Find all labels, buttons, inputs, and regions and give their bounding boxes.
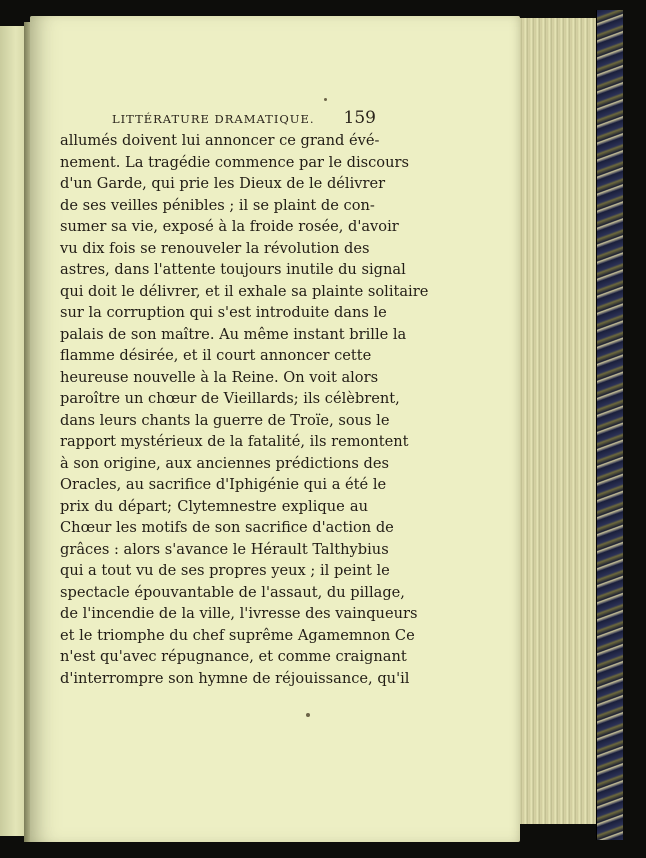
left-page-edge bbox=[0, 26, 27, 836]
text-line: spectacle épouvantable de l'assaut, du pillage, bbox=[60, 583, 405, 601]
text-line: et le triomphe du chef suprême Agamemnon Ce bbox=[60, 626, 415, 644]
text-line: paroître un chœur de Vieillards; ils célèbrent, bbox=[60, 390, 400, 407]
paper-speck bbox=[324, 98, 327, 101]
running-head bbox=[112, 108, 376, 132]
text-line: heureuse nouvelle à la Reine. On voit alors bbox=[60, 368, 379, 386]
text-line: vu dix fois se renouveler la révolution des bbox=[60, 239, 370, 257]
text-line: de l'incendie de la ville, l'ivresse des vainqueurs bbox=[60, 605, 418, 622]
text-line: qui doit le délivrer, et il exhale sa plainte solitaire bbox=[60, 282, 429, 300]
text-line: de ses veilles pénibles ; il se plaint de con- bbox=[60, 196, 375, 214]
text-line: Chœur les motifs de son sacrifice d'action de bbox=[60, 519, 394, 536]
text-line: prix du départ; Clytemnestre explique au bbox=[60, 497, 368, 515]
text-line: dans leurs chants la guerre de Troïe, sous le bbox=[60, 411, 390, 429]
text-line: grâces : alors s'avance le Hérault Talthybius bbox=[60, 540, 389, 558]
text-line: rapport mystérieux de la fatalité, ils remontent bbox=[60, 433, 409, 450]
text-line: d'un Garde, qui prie les Dieux de le délivrer bbox=[60, 175, 386, 192]
text-line: flamme désirée, et il court annoncer cette bbox=[60, 347, 372, 364]
paper-speck bbox=[306, 713, 310, 717]
text-line: qui a tout vu de ses propres yeux ; il peint le bbox=[60, 562, 390, 579]
text-line: palais de son maître. Au même instant brille la bbox=[60, 325, 407, 343]
running-head-title: LITTÉRATURE DRAMATIQUE. bbox=[112, 112, 315, 126]
page-edges bbox=[512, 18, 609, 824]
text-line: à son origine, aux anciennes prédictions des bbox=[60, 454, 389, 472]
body-text bbox=[60, 130, 429, 689]
text-line: Oracles, au sacrifice d'Iphigénie qui a été le bbox=[60, 476, 387, 493]
text-line: nement. La tragédie commence par le discours bbox=[60, 153, 409, 171]
marbled-cover-board bbox=[596, 10, 623, 840]
text-line: sumer sa vie, exposé à la froide rosée, d'avoir bbox=[60, 218, 399, 235]
page-number: 159 bbox=[343, 108, 376, 128]
text-line: d'interrompre son hymne de réjouissance, qu'il bbox=[60, 669, 410, 687]
text-line: n'est qu'avec répugnance, et comme craignant bbox=[60, 648, 407, 665]
text-line: allumés doivent lui annoncer ce grand évé- bbox=[60, 132, 380, 149]
text-line: astres, dans l'attente toujours inutile du signal bbox=[60, 261, 406, 278]
text-line: sur la corruption qui s'est introduite dans le bbox=[60, 304, 387, 321]
